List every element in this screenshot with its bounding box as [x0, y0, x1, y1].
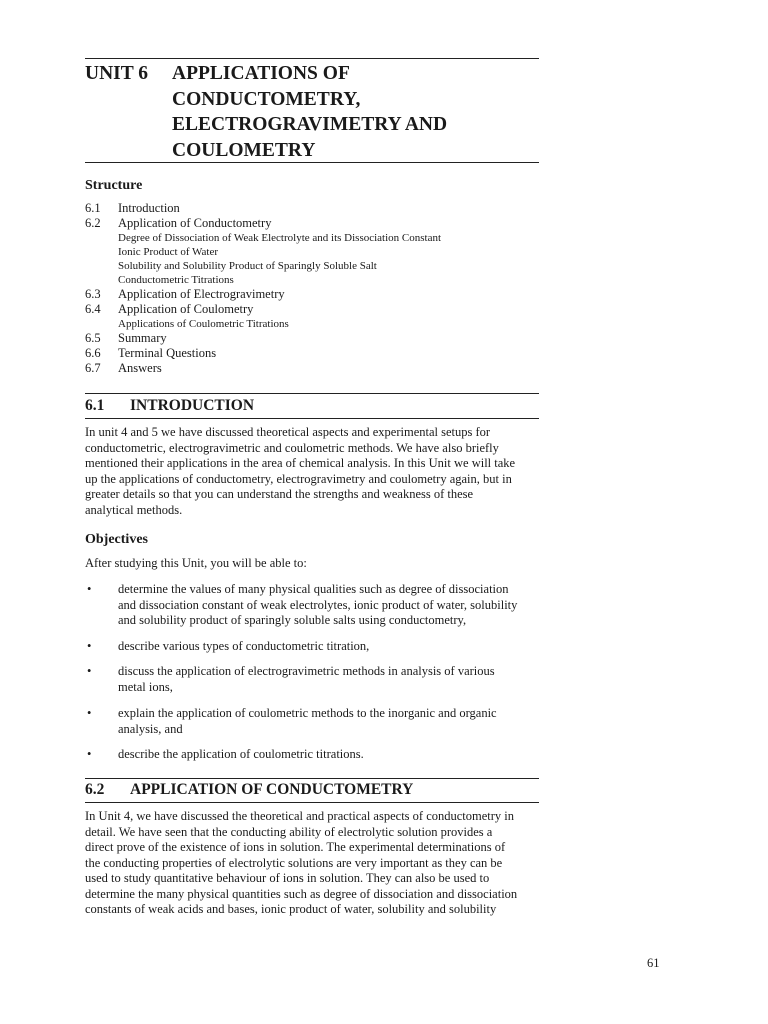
objective-line: discuss the application of electrogravimetric methods in analysis of various — [118, 664, 495, 678]
toc-label: Answers — [118, 360, 162, 375]
toc-number: 6.4 — [85, 302, 101, 317]
paragraph-line: detail. We have seen that the conducting ability of electrolytic solution provides a — [85, 824, 493, 839]
paragraph-line: the conducting properties of electrolytic solutions are very important as they can be — [85, 855, 503, 870]
toc-label: Conductometric Titrations — [118, 274, 234, 287]
toc-item — [85, 331, 539, 346]
toc-item — [85, 201, 539, 216]
toc-label: Terminal Questions — [118, 345, 217, 360]
section-bottom-rule — [85, 418, 539, 419]
paragraph-line: direct prove of the existence of ions in solution. The experimental determinations of — [85, 840, 506, 854]
unit-title-line: CONDUCTOMETRY, — [172, 88, 361, 110]
structure-list — [85, 201, 539, 376]
objective-text — [118, 664, 548, 695]
unit-title-line: COULOMETRY — [172, 139, 316, 161]
paragraph-line: conductometric, electrogravimetric and coulometric methods. We have also briefly — [85, 440, 499, 455]
toc-number: 6.6 — [85, 345, 101, 360]
objectives-heading: Objectives — [85, 532, 148, 547]
toc-number: 6.7 — [85, 360, 101, 375]
page-number: 61 — [647, 956, 660, 970]
title-bottom-rule — [85, 162, 539, 163]
objective-line: describe the application of coulometric titrations. — [118, 747, 364, 761]
toc-number: 6.3 — [85, 287, 101, 302]
bullet-icon: • — [87, 639, 92, 653]
objective-line: determine the values of many physical qualities such as degree of dissociation — [118, 582, 509, 596]
toc-item — [85, 361, 539, 376]
section-number: 6.1 — [85, 397, 105, 414]
section-title: INTRODUCTION — [130, 397, 255, 414]
toc-subitem — [85, 273, 539, 287]
toc-label: Summary — [118, 331, 167, 346]
section-top-rule — [85, 778, 539, 779]
bullet-icon: • — [87, 706, 92, 720]
toc-subitem — [85, 317, 539, 331]
section-top-rule — [85, 393, 539, 394]
objective-text — [118, 706, 548, 737]
toc-number: 6.2 — [85, 215, 101, 230]
toc-label: Introduction — [118, 201, 180, 215]
unit-title-text — [172, 61, 552, 163]
conductometry-paragraph — [85, 809, 539, 918]
toc-item — [85, 216, 539, 231]
paragraph-line: up the applications of conductometry, electrogravimetry and coulometry again, but in — [85, 471, 512, 486]
toc-label: Ionic Product of Water — [118, 245, 219, 258]
toc-item — [85, 287, 539, 302]
bullet-icon: • — [87, 664, 92, 678]
toc-number: 6.5 — [85, 331, 101, 346]
section-bottom-rule — [85, 802, 539, 803]
unit-title-line: ELECTROGRAVIMETRY AND — [172, 114, 448, 135]
toc-item — [85, 302, 539, 317]
objective-line: and dissociation constant of weak electrolytes, ionic product of water, solubility — [118, 597, 518, 612]
paragraph-line: used to study quantitative behaviour of ions in solution. They can also be used to — [85, 871, 490, 885]
structure-heading: Structure — [85, 178, 143, 193]
bullet-icon: • — [87, 747, 92, 761]
top-rule — [85, 58, 539, 59]
unit-title-line: APPLICATIONS OF — [172, 63, 350, 84]
objective-line: analysis, and — [118, 721, 183, 736]
toc-label: Solubility and Solubility Product of Sparingly Soluble Salt — [118, 259, 377, 272]
paragraph-line: greater details so that you can understand the strengths and weakness of these — [85, 487, 474, 501]
toc-label: Applications of Coulometric Titrations — [118, 317, 289, 330]
objectives-intro: After studying this Unit, you will be able to: — [85, 556, 307, 570]
toc-subitem — [85, 231, 539, 245]
toc-label: Application of Coulometry — [118, 302, 254, 317]
section-title: APPLICATION OF CONDUCTOMETRY — [130, 781, 414, 798]
objective-text — [118, 582, 548, 629]
objective-text — [118, 639, 548, 655]
toc-number: 6.1 — [85, 201, 101, 215]
toc-label: Application of Electrogravimetry — [118, 287, 285, 302]
toc-subitem — [85, 259, 539, 273]
objective-text — [118, 747, 548, 763]
intro-paragraph — [85, 425, 539, 518]
objective-line: metal ions, — [118, 679, 173, 694]
toc-item — [85, 346, 539, 361]
paragraph-line: constants of weak acids and bases, ionic product of water, solubility and solubility — [85, 902, 497, 916]
objective-line: describe various types of conductometric titration, — [118, 639, 370, 653]
paragraph-line: In Unit 4, we have discussed the theoretical and practical aspects of conductometry in — [85, 809, 515, 823]
paragraph-line: analytical methods. — [85, 502, 183, 517]
paragraph-line: mentioned their applications in the area of chemical analysis. In this Unit we will take — [85, 456, 516, 470]
toc-subitem — [85, 245, 539, 259]
paragraph-line: In unit 4 and 5 we have discussed theoretical aspects and experimental setups for — [85, 425, 491, 439]
objective-line: explain the application of coulometric methods to the inorganic and organic — [118, 706, 497, 720]
paragraph-line: determine the many physical quantities such as degree of dissociation and dissociation — [85, 886, 518, 901]
objective-line: and solubility product of sparingly soluble salts using conductometry, — [118, 613, 467, 627]
section-number: 6.2 — [85, 781, 105, 798]
toc-label: Degree of Dissociation of Weak Electrolyte and its Dissociation Constant — [118, 231, 442, 244]
toc-label: Application of Conductometry — [118, 215, 272, 230]
unit-number: UNIT 6 — [85, 63, 149, 84]
bullet-icon: • — [87, 582, 92, 596]
